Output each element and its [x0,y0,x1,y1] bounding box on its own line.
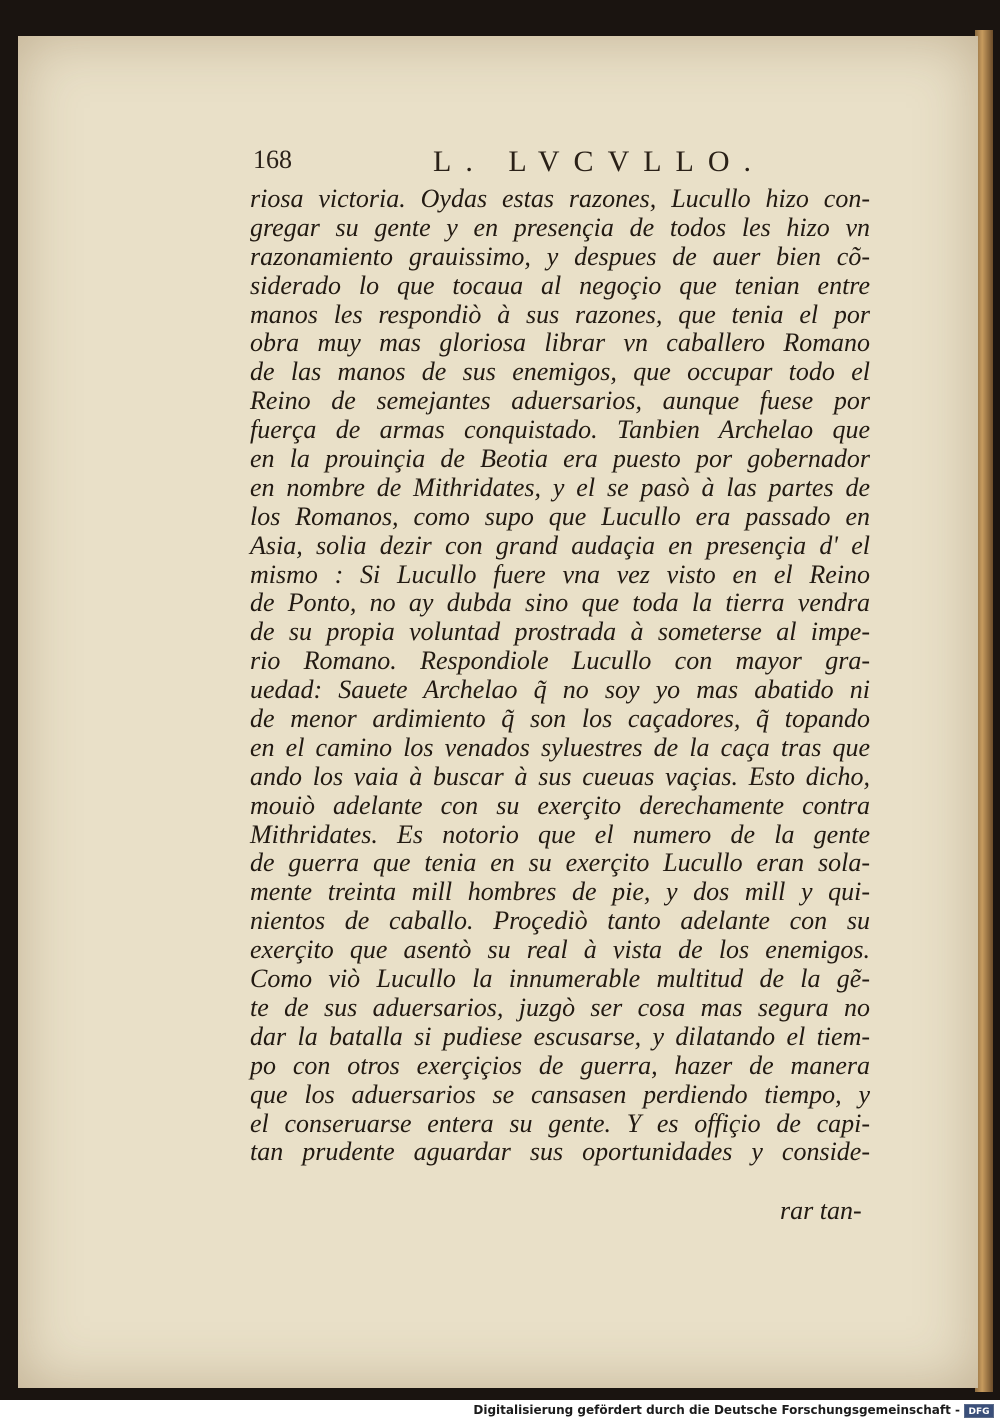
text-line: mente treinta mill hombres de pie, y dos mill y qui- [250,877,870,907]
text-line: obra muy mas gloriosa librar vn caballero Romano [250,328,870,358]
text-line: Como viò Lucullo la innumerable multitud de la gẽ- [250,964,870,994]
page-number: 168 [253,145,292,174]
text-line: dar la batalla si pudiese escusarse, y dilatando el tiem- [250,1021,870,1051]
text-line: gregar su gente y en presençia de todos les hizo vn [250,212,870,242]
text-line: siderado lo que tocaua al negoçio que tenian entre [250,270,870,300]
text-line: uedad: Sauete Archelao q̃ no soy yo mas abatido ni [250,675,870,705]
text-line: de menor ardimiento q̃ son los caçadores, q̃ topando [250,704,870,734]
funding-credit: Digitalisierung gefördert durch die Deutsche Forschungsgemeinschaft - [473,1403,960,1417]
text-line: manos les respondiò à sus razones, que tenia el por [250,299,870,329]
text-line: que los aduersarios se cansasen perdiendo tiempo, y [250,1079,870,1109]
dfg-logo-icon: DFG [964,1404,994,1418]
text-line: el conseruarse entera su gente. Y es offiçio de capi- [250,1108,870,1138]
text-line: nientos de caballo. Proçediò tanto adelante con su [250,906,870,936]
text-line: en nombre de Mithridates, y el se pasò à las partes de [250,472,870,502]
text-line: mismo : Si Lucullo fuere vna vez visto en el Reino [250,559,870,589]
text-line: Reino de semejantes aduersarios, aunque fuese por [250,386,870,416]
text-line: de guerra que tenia en su exerçito Lucullo eran sola- [250,848,870,878]
text-line: los Romanos, como supo que Lucullo era passado en [250,501,870,531]
text-line: te de sus aduersarios, juzgò ser cosa mas segura no [250,992,870,1022]
text-line: fuerça de armas conquistado. Tanbien Archelao que [250,415,870,445]
text-line: rio Romano. Respondiole Lucullo con mayor gra- [250,646,870,676]
text-line: Mithridates. Es notorio que el numero de la gente [250,819,870,849]
text-line: en la prouinçia de Beotia era puesto por gobernador [250,444,870,474]
text-line: Asia, solia dezir con grand audaçia en presençia d' el [250,530,870,560]
footer-bar [0,1400,1000,1423]
text-line: po con otros exerçiçios de guerra, hazer de manera [250,1050,870,1080]
text-line: riosa victoria. Oydas estas razones, Lucullo hizo con- [250,184,870,213]
text-line: de las manos de sus enemigos, que occupar todo el [250,357,870,387]
text-line: ando los vaia à buscar à sus cueuas vaçias. Esto dicho, [250,761,870,791]
text-line: tan prudente aguardar sus oportunidades y conside- [250,1137,870,1167]
text-line: exerçito que asentò su real à vista de los enemigos. [250,935,870,965]
text-line: razonamiento grauissimo, y despues de auer bien cõ- [250,241,870,271]
text-line: de Ponto, no ay dubda sino que toda la tierra vendra [250,588,870,618]
text-line: en el camino los venados syluestres de la caça tras que [250,732,870,762]
running-title: L. LVCVLLO. [433,145,766,178]
catchword: rar tan- [780,1196,862,1225]
running-head [253,145,873,185]
text-line: mouiò adelante con su exerçito derechamente contra [250,790,870,820]
body-text [250,185,870,1167]
text-line: de su propia voluntad prostrada à someterse al impe- [250,617,870,647]
